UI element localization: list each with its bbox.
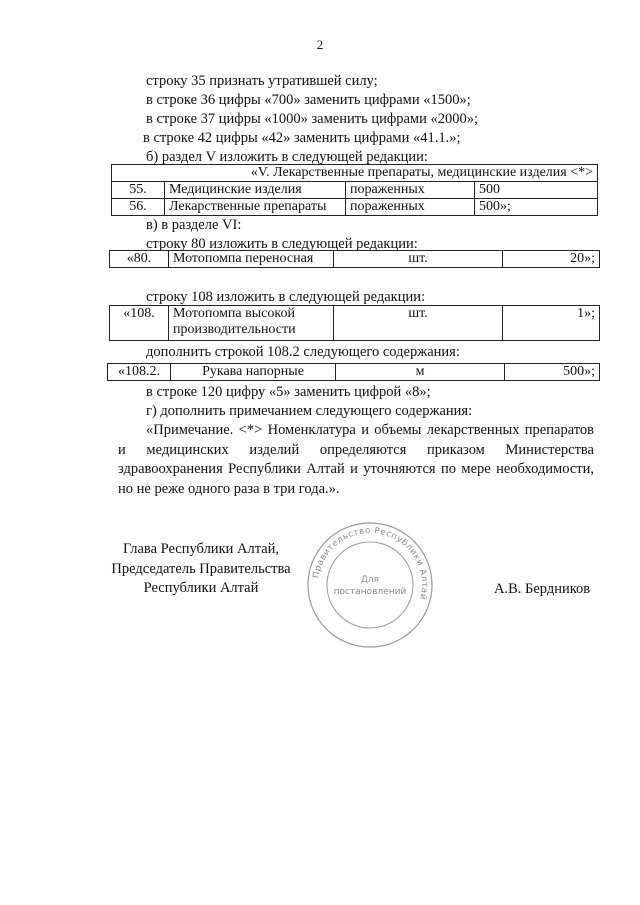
row-unit: пораженных [346,199,475,216]
row-name: Мотопомпа переносная [169,251,334,268]
row-unit: пораженных [346,182,475,199]
row-name: Рукава напорные [171,364,336,381]
text-line: дополнить строкой 108.2 следующего содержания: [146,344,460,360]
row-name-line2: производительности [173,322,296,337]
signature-title-line: Республики Алтай [143,580,259,596]
row-unit: шт. [334,306,503,341]
row80-table [109,250,600,268]
stamp-outer-text: Правительство Республики Алтай [311,525,430,601]
stamp-inner-ring [327,542,413,628]
row-quantity: 500 [475,182,598,199]
row-name: Медицинские изделия [165,182,346,199]
row-name [169,306,334,341]
row-unit: м [336,364,505,381]
text-line: б) раздел V изложить в следующей редакции: [146,149,428,165]
table-row [112,182,598,199]
table-row [108,364,600,381]
signature-title [106,540,296,599]
row-number: «108.2. [108,364,171,381]
row-number: «80. [110,251,169,268]
row-name-line1 [173,306,329,322]
section-v-table [111,164,598,216]
text-line: в строке 120 цифру «5» заменить цифрой «8»; [146,384,431,400]
row-name: Лекарственные препараты [165,199,346,216]
stamp-inner-line: постановлений [333,587,407,597]
row108-2-table [107,363,600,381]
row-name-word: Мотопомпа высокой [173,306,295,321]
row-quantity: 20»; [503,251,600,268]
page-number: 2 [316,37,324,52]
text-line: в) в разделе VI: [146,217,242,233]
table-row [110,251,600,268]
stamp-inner-line: Для [360,575,380,585]
row-quantity: 500»; [505,364,600,381]
row-unit: шт. [334,251,503,268]
text-line: строку 35 признать утратившей силу; [146,73,378,89]
signature-title-line: Глава Республики Алтай, [122,541,280,557]
signatory-name: А.В. Бердников [494,581,591,597]
text-line: в строке 36 цифры «700» заменить цифрами «1500»; [146,92,471,108]
official-stamp [305,520,435,650]
row108-table [109,305,600,341]
row-quantity: 1»; [503,306,600,341]
note-text: «Примечание. <*> Номенклатура и объемы лекарственных препаратов и медицинских изделий определяются приказом Министерства здравоохранения Республики Алтай и уточняются по мере необходимости, но не реже одного раза в три года.». [118,422,594,497]
text-line: строку 80 изложить в следующей редакции: [146,236,418,252]
row-quantity: 500»; [475,199,598,216]
text-line: в строке 42 цифры «42» заменить цифрами «41.1.»; [143,130,461,146]
table-row [112,199,598,216]
section-v-header: «V. Лекарственные препараты, медицинские изделия <*> [112,165,598,182]
row-number: 56. [112,199,165,216]
row-number: «108. [110,306,169,341]
table-row [110,306,600,341]
text-line: строку 108 изложить в следующей редакции: [146,289,425,305]
text-line: г) дополнить примечанием следующего содержания: [146,403,473,419]
note-paragraph [118,421,594,499]
signature-title-line: Председатель Правительства [111,560,291,577]
row-number: 55. [112,182,165,199]
text-line: в строке 37 цифры «1000» заменить цифрами «2000»; [146,111,479,127]
